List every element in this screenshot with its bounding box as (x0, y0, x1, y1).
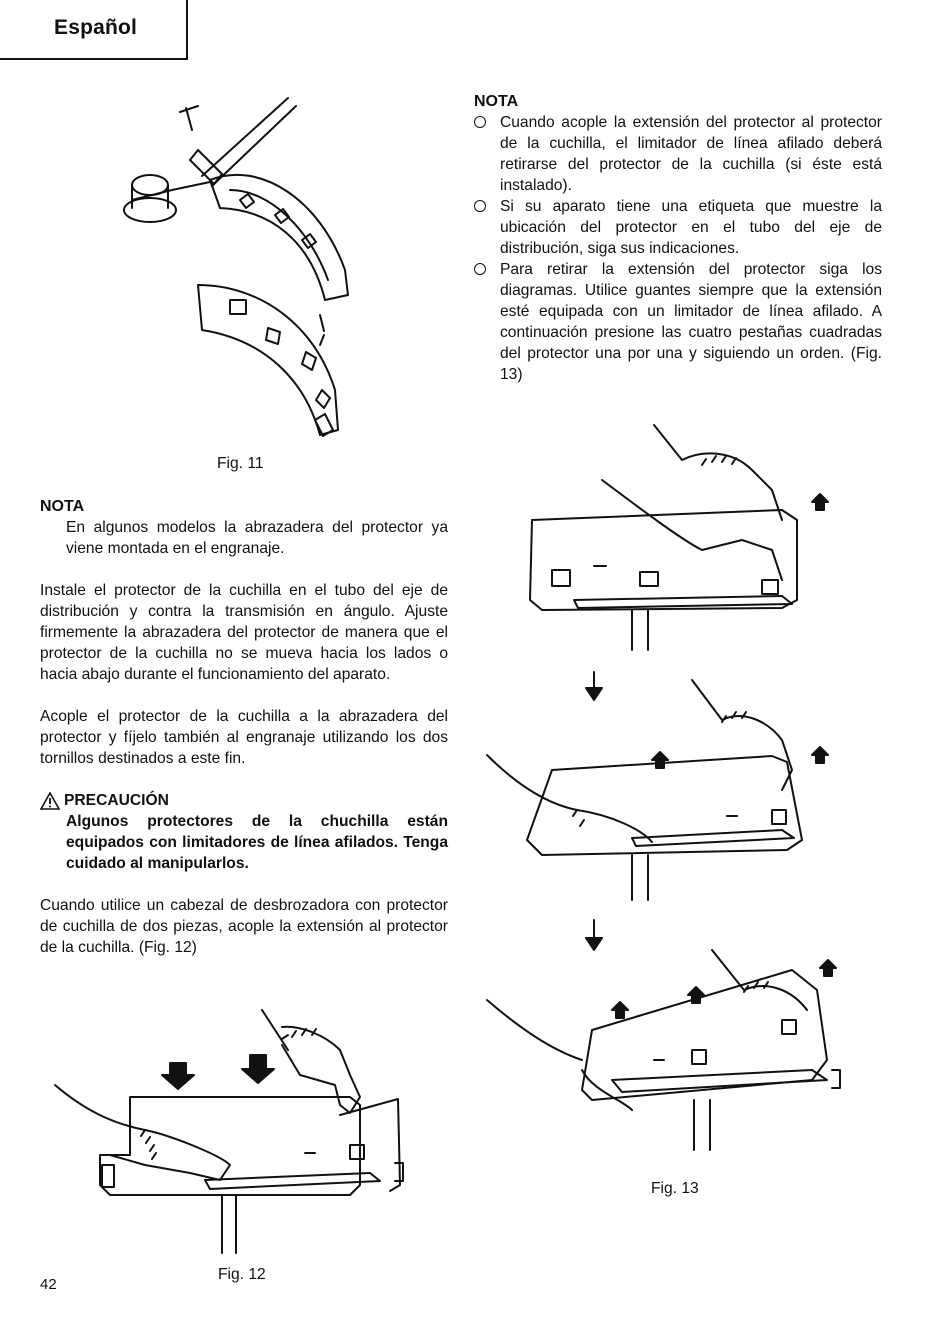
circle-bullet-icon (474, 116, 486, 128)
extension-paragraph: Cuando utilice un cabezal de desbrozadora con protector de cuchilla de dos piezas, acople la extensión al protector de la cuchilla. (Fig. 12) (40, 897, 448, 956)
fig13-illustration (482, 410, 852, 1170)
nota-text-left: En algunos modelos la abrazadera del protector ya viene montada en el engranaje. (66, 519, 448, 557)
fig12-illustration (50, 1005, 410, 1260)
fig13-caption: Fig. 13 (651, 1180, 699, 1197)
warning-triangle-icon (40, 792, 60, 810)
precaucion-title: PRECAUCIÓN (64, 792, 169, 809)
nota-heading-right: NOTA (474, 93, 519, 110)
right-column (474, 91, 882, 385)
nota-heading-left: NOTA (40, 498, 85, 515)
list-item: Si su aparato tiene una etiqueta que muestre la ubicación del protector en el tubo del eje de distribución, siga sus indicaciones. (474, 196, 882, 259)
left-column (40, 496, 448, 958)
install-paragraph: Instale el protector de la cuchilla en el tubo del eje de distribución y contra la transmisión en ángulo. Ajuste firmemente la abrazadera del protector de manera que el protector de la cuchilla no se mueva hacia los lados o hacia abajo durante el funcionamiento del aparato. (40, 582, 448, 683)
language-label: Español (54, 16, 138, 39)
list-item: Para retirar la extensión del protector siga los diagramas. Utilice guantes siempre que la extensión esté equipada con un limitador de línea afilado. A continuación presione las cuatro pestañas cuadradas del protector una por una y siguiendo un orden. (Fig. 13) (474, 259, 882, 385)
fig11-caption: Fig. 11 (217, 455, 264, 472)
fig12-caption: Fig. 12 (218, 1266, 266, 1283)
precaucion-text: Algunos protectores de la chuchilla están equipados con limitadores de línea afilados. Tenga cuidado al manipularlos. (66, 813, 448, 872)
list-item: Cuando acople la extensión del protector al protector de la cuchilla, el limitador de línea afilado deberá retirarse del protector de la cuchilla (si éste está instalado). (474, 112, 882, 196)
circle-bullet-icon (474, 263, 486, 275)
language-tab (0, 0, 188, 60)
precaucion-heading (40, 790, 448, 811)
fig11-illustration (110, 90, 370, 450)
page-number: 42 (40, 1276, 57, 1293)
attach-paragraph: Acople el protector de la cuchilla a la abrazadera del protector y fíjelo también al engranaje utilizando los dos tornillos destinados a este fin. (40, 708, 448, 767)
nota-list (474, 112, 882, 385)
circle-bullet-icon (474, 200, 486, 212)
